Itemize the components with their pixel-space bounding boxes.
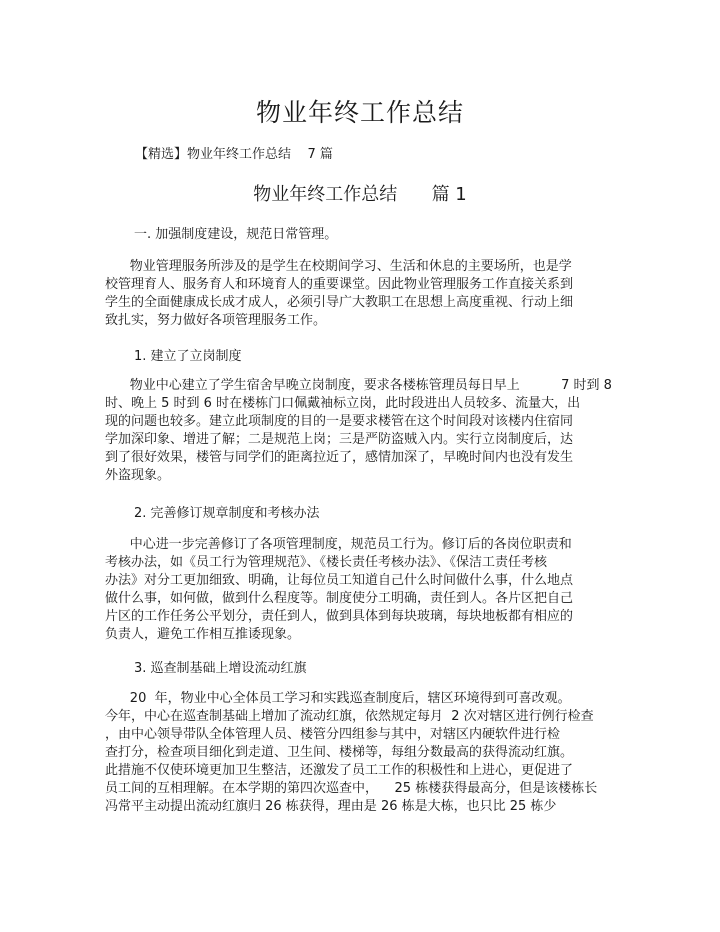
paragraph-line: 员工间的互相理解。在本学期的第四次巡查中， 25 栋楼获得最高分，但是该楼栋长: [105, 781, 598, 796]
paragraph-line: 负责人，避免工作相互推诿现象。: [105, 627, 301, 642]
document-title: 物业年终工作总结: [255, 98, 464, 127]
paragraph-line: 片区的工作任务公平划分，责任到人，做到具体到每块玻璃，每块地板都有相应的: [105, 609, 574, 624]
section-paragraph-3: [105, 690, 605, 816]
intro-heading: 一. 加强制度建设，规范日常管理。: [134, 227, 338, 242]
paragraph-line: 外盗现象。: [105, 468, 171, 483]
paragraph-line: 20 年，物业中心全体员工学习和实践巡查制度后，辖区环境得到可喜改观。: [105, 691, 571, 706]
paragraph-line: 致扎实，努力做好各项管理服务工作。: [105, 313, 327, 328]
paragraph-line: 到了很好效果，楼管与同学们的距离拉近了，感情加深了，早晚时间内也没有发生: [105, 450, 574, 465]
paragraph-line: 学加深印象、增进了解；二是规范上岗；三是严防盗贼入内。实行立岗制度后，达: [105, 432, 574, 447]
paragraph-line: 冯常平主动提出流动红旗归 26 栋获得，理由是 26 栋是大栋，也只比 25 栋少: [105, 799, 557, 814]
section-heading-3: 3. 巡查制基础上增设流动红旗: [134, 661, 307, 676]
paragraph-line: ，由中心领导带队全体管理人员、楼管分四组参与其中，对辖区内硬软件进行检: [105, 727, 561, 742]
paragraph-line: 校管理育人、服务育人和环境育人的重要课堂。因此物业管理服务工作直接关系到: [105, 277, 574, 292]
section-paragraph-2: [105, 536, 605, 644]
paragraph-line: 时、晚上 5 时到 6 时在楼栋门口佩戴袖标立岗，此时段进出人员较多、流量大，出: [105, 396, 581, 411]
paragraph-line: 此措施不仅使环境更加卫生整洁，还激发了员工工作的积极性和上进心，更促进了: [105, 763, 574, 778]
paragraph-line: 中心进一步完善修订了各项管理制度，规范员工行为。修订后的各岗位职责和: [105, 537, 572, 552]
section-heading-1: 1. 建立了立岗制度: [134, 349, 242, 364]
section-heading-2: 2. 完善修订规章制度和考核办法: [134, 506, 320, 521]
paragraph-line: 考核办法，如《员工行为管理规范》、《楼长责任考核办法》、《保洁工责任考核: [105, 555, 548, 570]
paragraph-line: 物业中心建立了学生宿舍早晚立岗制度，要求各楼栋管理员每日早上 7 时到 8: [105, 378, 612, 393]
section-paragraph-1: [105, 377, 612, 485]
intro-paragraph: [105, 258, 605, 330]
paragraph-line: 物业管理服务所涉及的是学生在校期间学习、生活和休息的主要场所，也是学: [105, 259, 572, 274]
paragraph-line: 查打分，检查项目细化到走道、卫生间、楼梯等，每组分数最高的获得流动红旗。: [105, 745, 574, 760]
paragraph-line: 今年，中心在巡查制基础上增加了流动红旗，依然规定每月 2 次对辖区进行例行检查: [105, 709, 594, 724]
section-title: 物业年终工作总结 篇 1: [253, 184, 467, 205]
document-subtitle: 【精选】物业年终工作总结 7 篇: [135, 147, 333, 162]
paragraph-line: 现的问题也较多。建立此项制度的目的一是要求楼管在这个时间段对该楼内住宿同: [105, 414, 574, 429]
paragraph-line: 办法》对分工更加细致、明确，让每位员工知道自己什么时间做什么事，什么地点: [105, 573, 574, 588]
paragraph-line: 学生的全面健康成长成才成人，必须引导广大教职工在思想上高度重视、行动上细: [105, 295, 574, 310]
paragraph-line: 做什么事，如何做，做到什么程度等。制度使分工明确，责任到人。各片区把自己: [105, 591, 574, 606]
